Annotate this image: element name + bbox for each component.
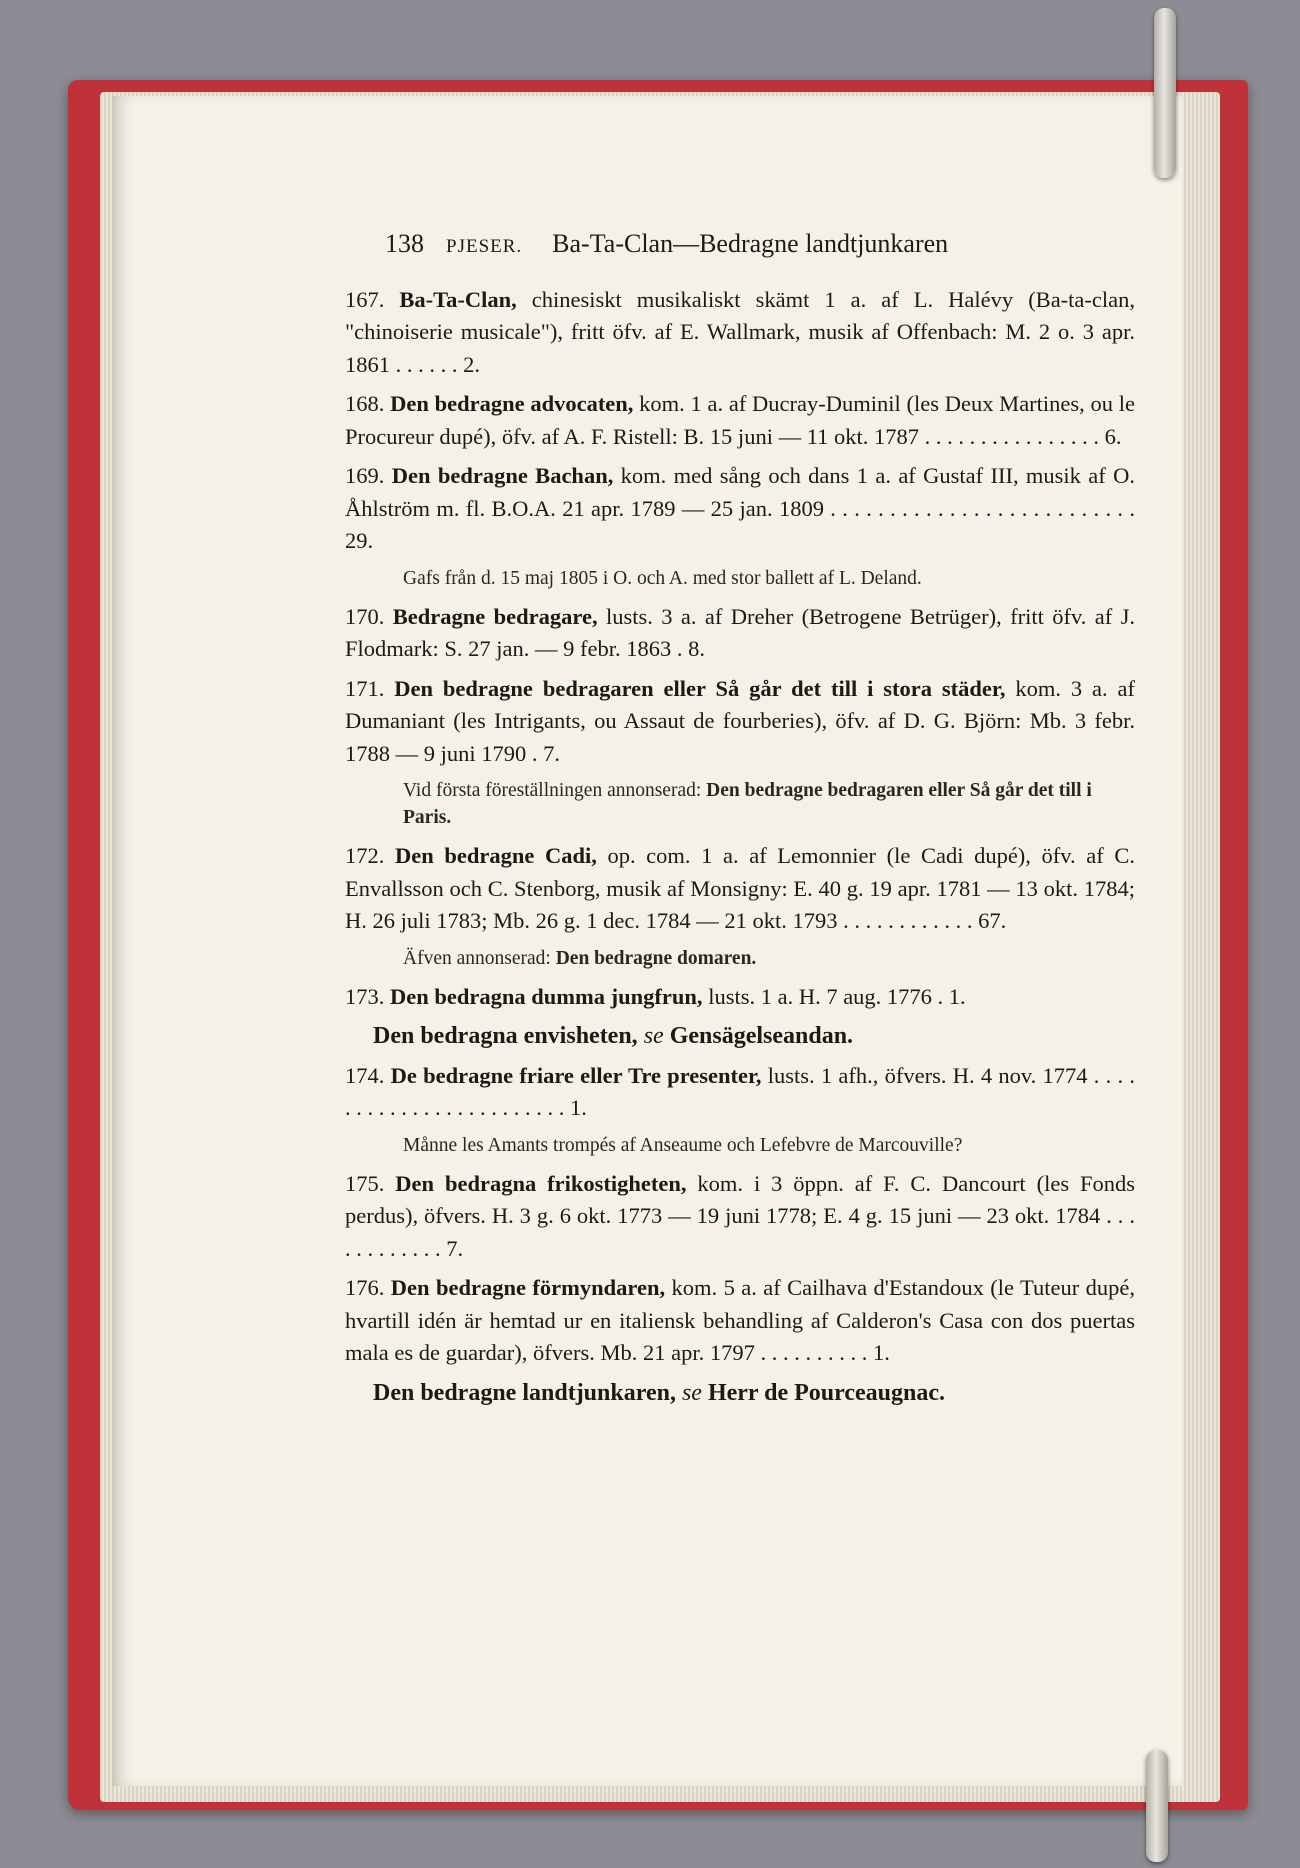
entry-170: 170. Bedragne bedragare, lusts. 3 a. af Dreher (Betrogene Betrüger), fritt öfv. af J. Flodmark: S. 27 jan. — 9 febr. 1863 . 8. [345,603,1136,661]
running-header [345,228,1135,264]
entry-167: 167. Ba-Ta-Clan, chinesiskt musikaliskt skämt 1 a. af L. Halévy (Ba-ta-clan, "chinoiserie musicale"), fritt öfv. af E. Wallmark, musik af Offenbach: M. 2 o. 3 apr. 1861 . . . . . . 2. [345,286,1135,377]
entry-168: 168. Den bedragne advocaten, kom. 1 a. af Ducray-Duminil (les Deux Martines, ou le Procureur dupé), öfv. af A. F. Ristell: B. 15 juni — 11 okt. 1787 . . . . . . . . . . . . . . . . 6. [345,391,1135,449]
note-169: Gafs från d. 15 maj 1805 i O. och A. med stor ballett af L. Deland. [403,567,922,589]
note-174: Månne les Amants trompés af Anseaume och Lefebvre de Marcouville? [403,1134,963,1156]
binder-clip-top [1154,8,1176,178]
section-label: PJESER. [446,236,523,257]
entry-174: 174. De bedragne friare eller Tre presenter, lusts. 1 afh., öfvers. H. 4 nov. 1774 . . . . . . . . . . . . . . . . . . . . . . . . 1. [345,1062,1135,1120]
entry-176: 176. Den bedragne förmyndaren, kom. 5 a. af Cailhava d'Estandoux (le Tuteur dupé, hvartill idén är hemtad ur en italiensk behandling af Calderon's Casa con dos puertas mala es de guardar), öfvers. Mb. 21 apr. 1797 . . . . . . . . . . 1. [345,1275,1135,1365]
entry-169: 169. Den bedragne Bachan, kom. med sång och dans 1 a. af Gustaf III, musik af O. Åhlström m. fl. B.O.A. 21 apr. 1789 — 25 jan. 1809 . . . . . . . . . . . . . . . . . . . . . . . . . . 29. [345,463,1135,553]
entry-173: 173. Den bedragna dumma jungfrun, lusts. 1 a. H. 7 aug. 1776 . 1. [345,983,966,1009]
entry-172: 172. Den bedragne Cadi, op. com. 1 a. af Lemonnier (le Cadi dupé), öfv. af C. Envallsson och C. Stenborg, musik af Monsigny: E. 40 g. 19 apr. 1781 — 13 okt. 1784; H. 26 juli 1783; Mb. 26 g. 1 dec. 1784 — 21 okt. 1793 . . . . . . . . . . . . 67. [345,843,1136,933]
cross-reference-envisheten: Den bedragna envisheten, se Gensägelseandan. [373,1023,854,1049]
entry-175: 175. Den bedragna frikostigheten, kom. i 3 öppn. af F. C. Dancourt (les Fonds perdus), öfvers. H. 3 g. 6 okt. 1773 — 19 juni 1778; E. 4 g. 15 juni — 23 okt. 1784 . . . . . . . . . . . . 7. [345,1170,1136,1261]
note-172: Äfven annonserad: Den bedragne domaren. [403,947,757,969]
binder-clip-bottom [1146,1750,1168,1862]
page-content [345,228,1135,1416]
cross-reference-landtjunkaren: Den bedragne landtjunkaren, se Herr de Pourceaugnac. [373,1379,946,1406]
page-number: 138 [385,229,424,258]
note-171: Vid första föreställningen annonserad: Den bedragne bedragaren eller Så går det till i Paris. [403,780,1092,828]
page-title: Ba-Ta-Clan—Bedragne landtjunkaren [552,229,949,258]
entry-171: 171. Den bedragne bedragaren eller Så går det till i stora städer, kom. 3 a. af Dumaniant (les Intrigants, ou Assaut de fourberies), öfv. af D. G. Björn: Mb. 3 febr. 1788 — 9 juni 1790 . 7. [345,675,1136,766]
